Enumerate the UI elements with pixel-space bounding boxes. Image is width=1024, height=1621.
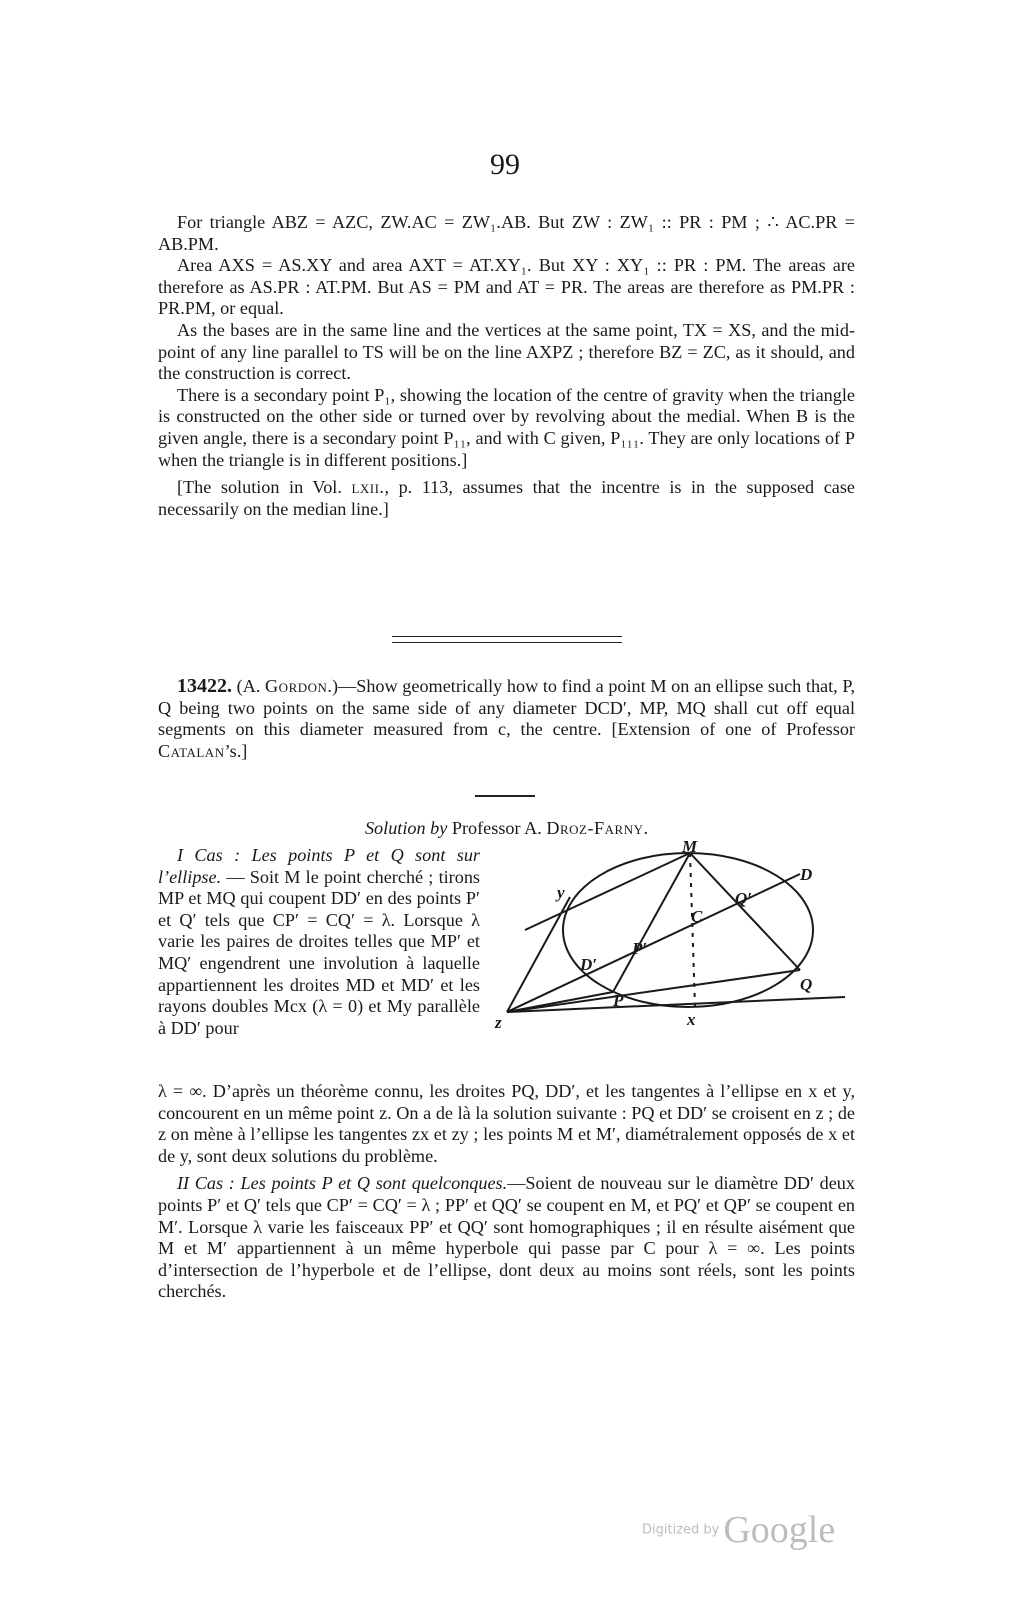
- label-D-prime: D′: [580, 955, 598, 974]
- label-M: M: [682, 837, 698, 856]
- question-text: 13422. (A. Gordon.)—Show geometrically how to find a point M on an ellipse such that, P, Q being two points on the same side of any diameter DCD′, MP, MQ shall cut off equal segments on this diameter measured from c, the centre. [Extension of one of Professor Catalan’s.]: [158, 675, 856, 761]
- ellipse-figure: [495, 837, 855, 1050]
- solution-heading: Solution by Professor A. Droz-Farny.: [364, 818, 649, 838]
- editor-note: [The solution in Vol. lxii., p. 113, assumes that the incentre is in the supposed case necessarily on the median line.]: [158, 477, 855, 519]
- paragraph: Area AXS = AS.XY and area AXT = AT.XY₁. But XY : XY₁ :: PR : PM. The areas are therefore as AS.PR : AT.PM. But AS = PM and AT = PR. The areas are therefore as PM.PR : PR.PM, or equal.: [158, 255, 855, 319]
- section-divider: [392, 636, 622, 643]
- line-MC: [690, 853, 695, 1007]
- label-x: x: [687, 1010, 696, 1029]
- case-one-full: [158, 1081, 855, 1303]
- line-M-tangent: [525, 853, 690, 930]
- paragraph: For triangle ABZ = AZC, ZW.AC = ZW₁.AB. But ZW : ZW₁ :: PR : PM ; ∴ AC.PR = AB.PM.: [158, 212, 855, 254]
- line-MQ: [690, 853, 800, 970]
- case-one-continued: λ = ∞. D’après un théorème connu, les droites PQ, DD′, et les tangentes à l’ellipse en x et y, concourent en un même point z. On a de là la solution suivante : PQ et DD′ se croisent en z ; de z on mène à l’ellipse les tangentes zx et zy ; les points M et M′, diamétralement opposés de x et de y, sont deux solutions du problème.: [158, 1081, 855, 1166]
- label-P-prime: P′: [632, 939, 648, 958]
- case-one-title: I Cas : Les points P et Q sont sur l’ellipse.: [158, 845, 480, 887]
- continued-solution: [158, 212, 855, 520]
- ellipse: [563, 853, 813, 1007]
- case-two: II Cas : Les points P et Q sont quelconques.—Soient de nouveau sur le diamètre DD′ deux points P′ et Q′ tels que CP′ = CQ′ = λ ; PP′ et QQ′ se coupent en M, et PQ′ et QP′ se coupent en M′. Lorsque λ varie les faisceaux PP′ et QQ′ sont homographiques ; il en résulte aisément que M et M′ appartiennent à un même hyperbole qui passe par C pour λ = ∞. Les points d’intersection de l’hyperbole et de l’ellipse, dont deux au moins sont réels, sont les points cherchés.: [158, 1173, 855, 1302]
- case-one-wrapped: I Cas : Les points P et Q sont sur l’ellipse. — Soit M le point cherché ; tirons MP et MQ qui coupent DD′ en des points P′ et Q′ tels que CP′ = CQ′ = λ. Lorsque λ varie les paires de droites telles que MP′ et MQ′ engendrent une involution à laquelle appartiennent les droites MD et MD′ et les rayons doubles Mcx (λ = 0) et My parallèle à DD′ pour: [158, 845, 480, 1038]
- paragraph: As the bases are in the same line and the vertices at the same point, TX = XS, and the mid-point of any line parallel to TS will be on the line AXPZ ; therefore BZ = ZC, as it should, and the construction is correct.: [158, 319, 855, 384]
- google-watermark: Digitized by Google: [642, 1509, 836, 1551]
- case-two-title: II Cas : Les points P et Q sont quelconques.: [177, 1173, 508, 1194]
- line-MP: [613, 853, 690, 992]
- page-number: 99: [490, 148, 520, 181]
- geometry-diagram: [495, 837, 855, 1050]
- label-Q: Q: [800, 975, 813, 994]
- label-y: y: [557, 883, 565, 902]
- short-divider: [475, 795, 535, 797]
- label-D: D: [800, 865, 813, 884]
- label-Q-prime: Q′: [735, 889, 753, 908]
- paragraph: There is a secondary point P₁, showing the location of the centre of gravity when the triangle is constructed on the other side or turned over by revolving about the medial. When B is the given angle, there is a secondary point P₁₁, and with C given, P₁₁₁. They are only locations of P when the triangle is in different positions.]: [158, 384, 855, 470]
- question-block: [158, 676, 855, 762]
- label-C: C: [691, 907, 703, 926]
- question-author: Gordon: [265, 676, 328, 696]
- question-number: 13422.: [177, 675, 232, 697]
- label-z: z: [495, 1013, 502, 1032]
- label-P: P: [613, 991, 624, 1010]
